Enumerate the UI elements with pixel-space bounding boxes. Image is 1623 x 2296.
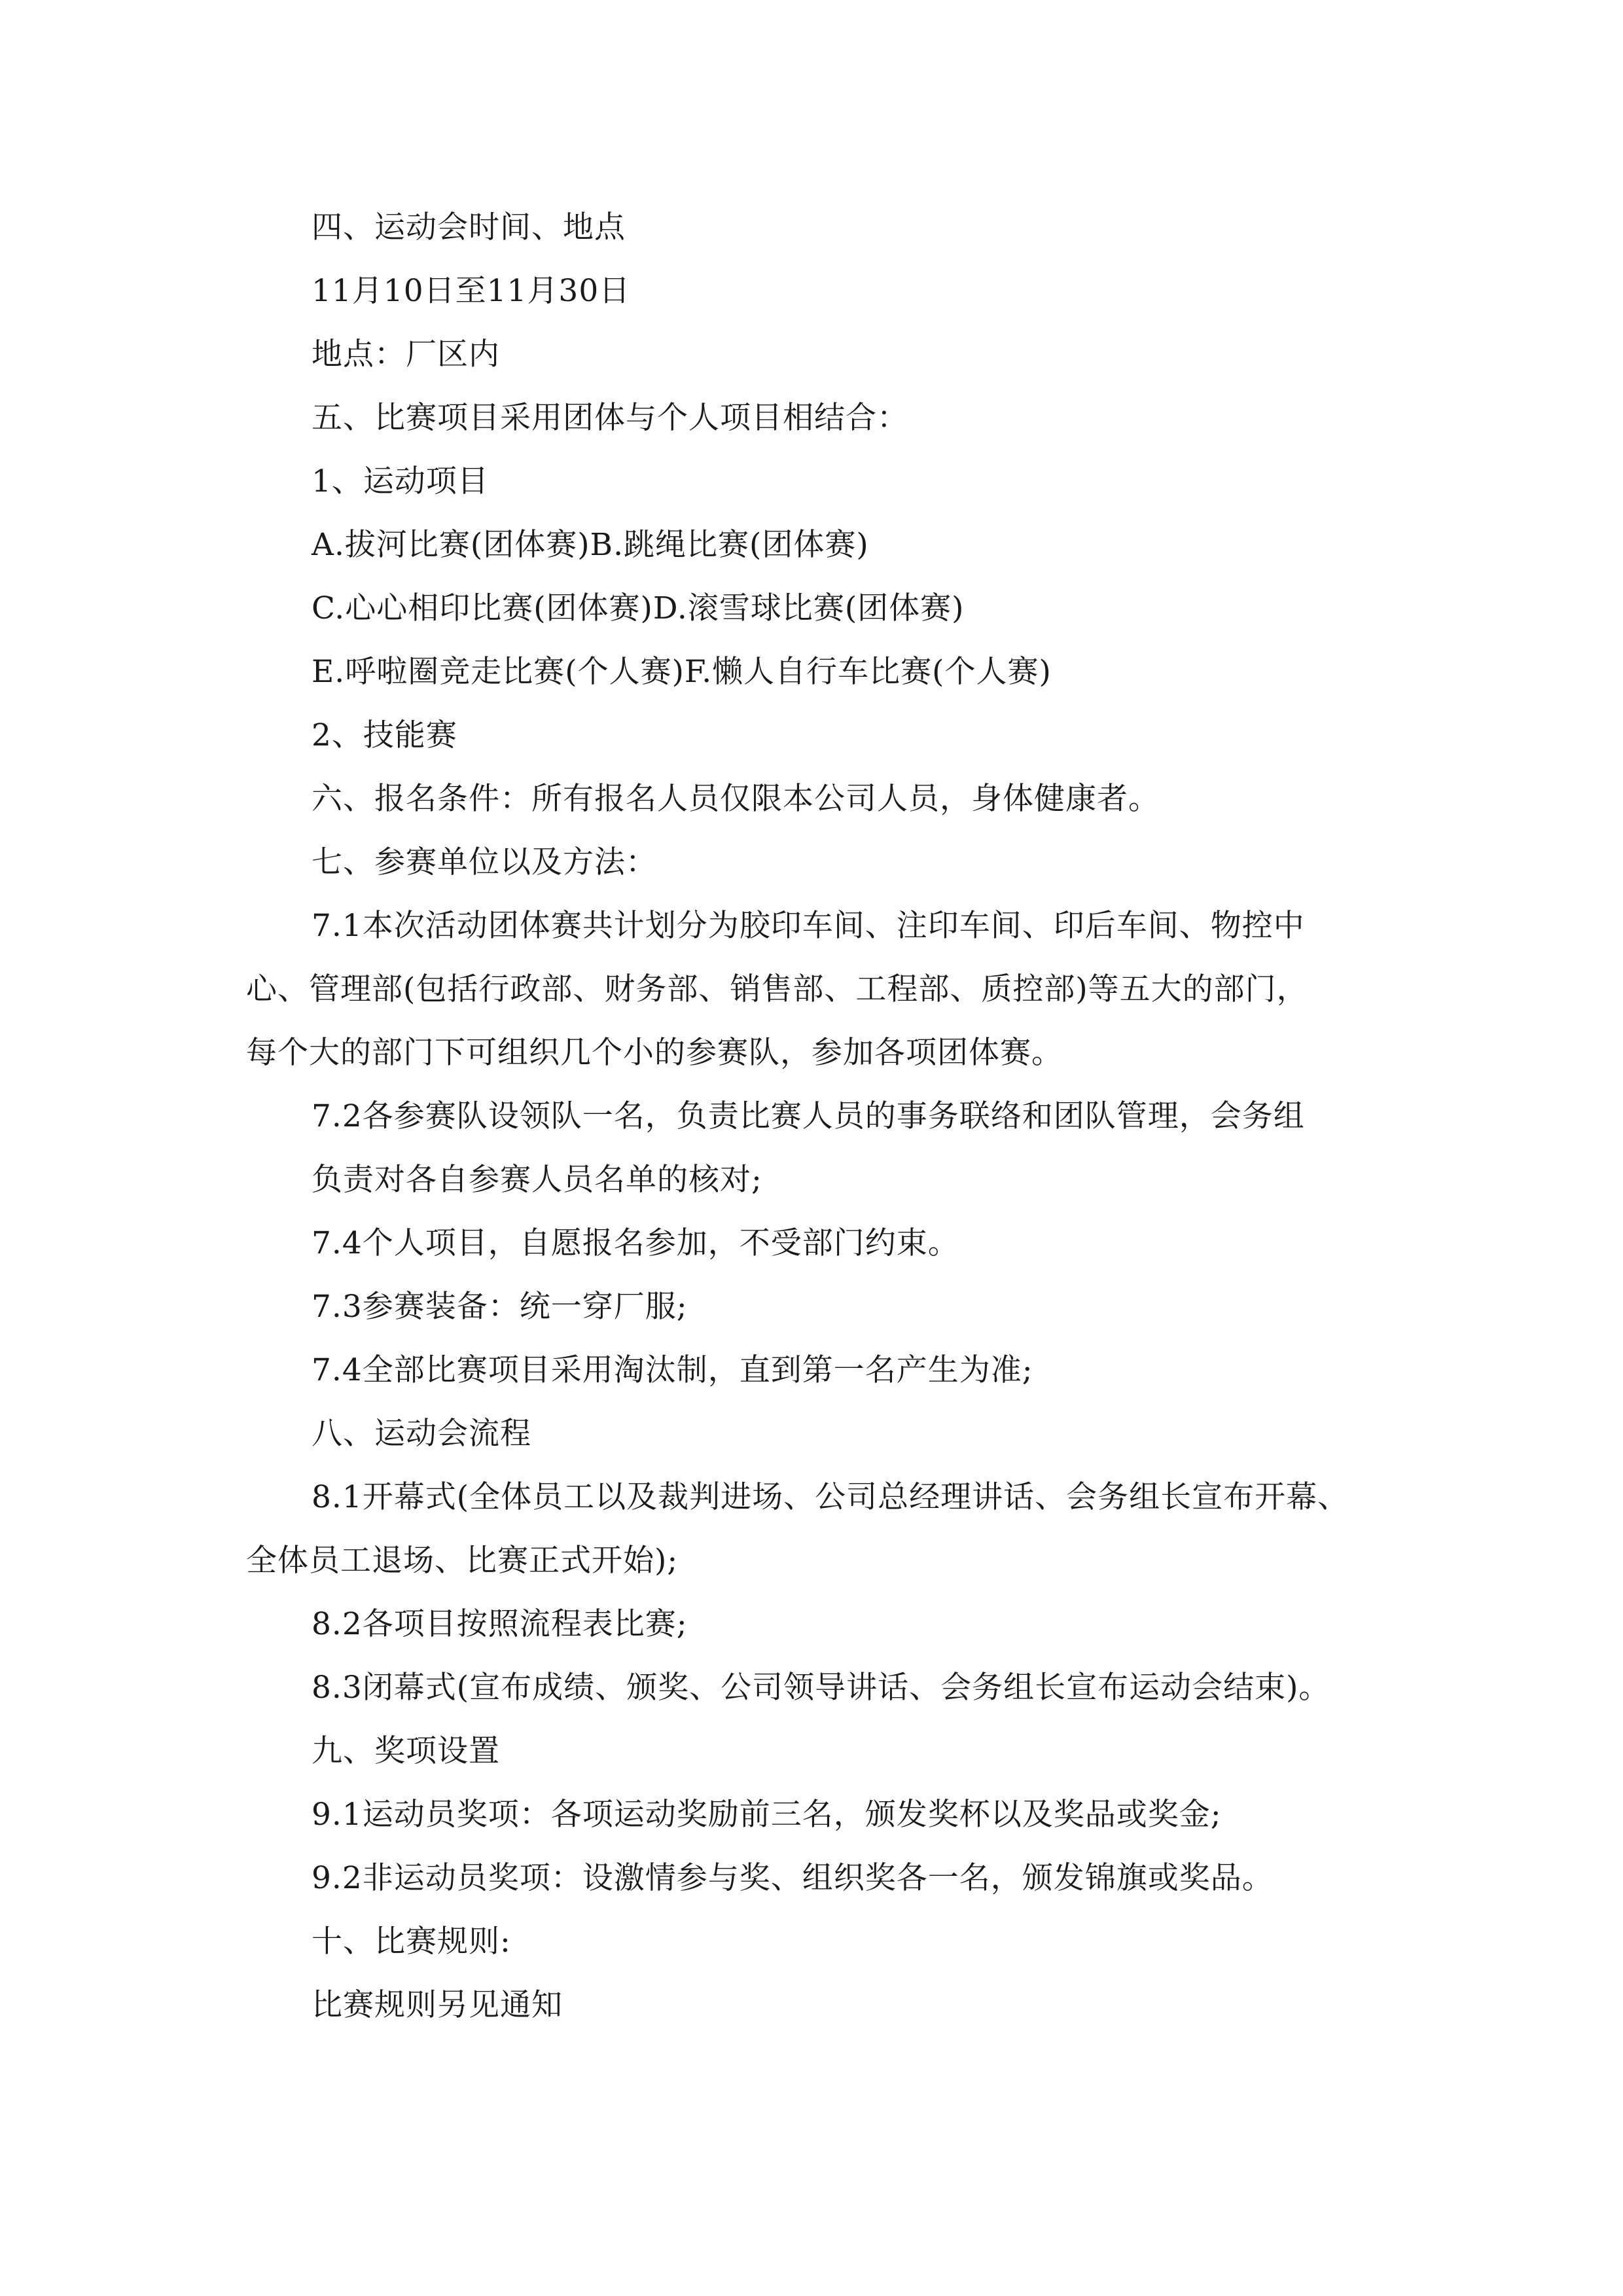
section-8-heading: 八、运动会流程 — [312, 1416, 531, 1452]
section-6-heading: 六、报名条件：所有报名人员仅限本公司人员，身体健康者。 — [312, 781, 1160, 817]
section-10-heading: 十、比赛规则: — [312, 1924, 511, 1960]
section-9-1: 9.1运动员奖项：各项运动奖励前三名，颁发奖杯以及奖品或奖金; — [312, 1797, 1222, 1833]
section-4-dates: 11月10日至11月30日 — [312, 273, 631, 309]
section-7-heading: 七、参赛单位以及方法： — [312, 844, 657, 880]
section-7-4-individual: 7.4个人项目，自愿报名参加，不受部门约束。 — [312, 1225, 959, 1261]
section-10-body: 比赛规则另见通知 — [312, 1987, 563, 2023]
section-7-1-line-1: 7.1本次活动团体赛共计划分为胶印车间、注印车间、印后车间、物控中 — [312, 908, 1305, 944]
section-8-3: 8.3闭幕式(宣布成绩、颁奖、公司领导讲话、会务组长宣布运动会结束)。 — [312, 1670, 1330, 1706]
section-7-2-line-1: 7.2各参赛队设领队一名，负责比赛人员的事务联络和团队管理，会务组 — [312, 1098, 1305, 1134]
section-8-1-line-2: 全体员工退场、比赛正式开始); — [246, 1543, 679, 1579]
section-9-heading: 九、奖项设置 — [312, 1733, 500, 1769]
section-7-1-line-3: 每个大的部门下可组织几个小的参赛队，参加各项团体赛。 — [246, 1035, 1063, 1071]
section-7-4-elimination: 7.4全部比赛项目采用淘汰制，直到第一名产生为准; — [312, 1352, 1033, 1388]
event-line-ef: E.呼啦圈竞走比赛(个人赛)F.懒人自行车比赛(个人赛) — [312, 654, 1052, 690]
section-5-1-heading: 1、运动项目 — [312, 463, 489, 499]
section-7-2-line-2: 负责对各自参赛人员名单的核对; — [312, 1162, 762, 1198]
section-8-2: 8.2各项目按照流程表比赛; — [312, 1606, 688, 1642]
section-5-2-heading: 2、技能赛 — [312, 717, 457, 753]
event-line-cd: C.心心相印比赛(团体赛)D.滚雪球比赛(团体赛) — [312, 590, 965, 626]
section-8-1-line-1: 8.1开幕式(全体员工以及裁判进场、公司总经理讲话、会务组长宣布开幕、 — [312, 1479, 1349, 1515]
event-line-ab: A.拔河比赛(团体赛)B.跳绳比赛(团体赛) — [312, 527, 869, 563]
section-5-heading: 五、比赛项目采用团体与个人项目相结合： — [312, 400, 908, 436]
section-7-1-line-2: 心、管理部(包括行政部、财务部、销售部、工程部、质控部)等五大的部门， — [246, 971, 1308, 1007]
section-7-3-equipment: 7.3参赛装备：统一穿厂服; — [312, 1289, 688, 1325]
section-4-heading: 四、运动会时间、地点 — [312, 209, 626, 245]
section-4-location: 地点：厂区内 — [312, 336, 500, 372]
section-9-2: 9.2非运动员奖项：设激情参与奖、组织奖各一名，颁发锦旗或奖品。 — [312, 1860, 1274, 1896]
